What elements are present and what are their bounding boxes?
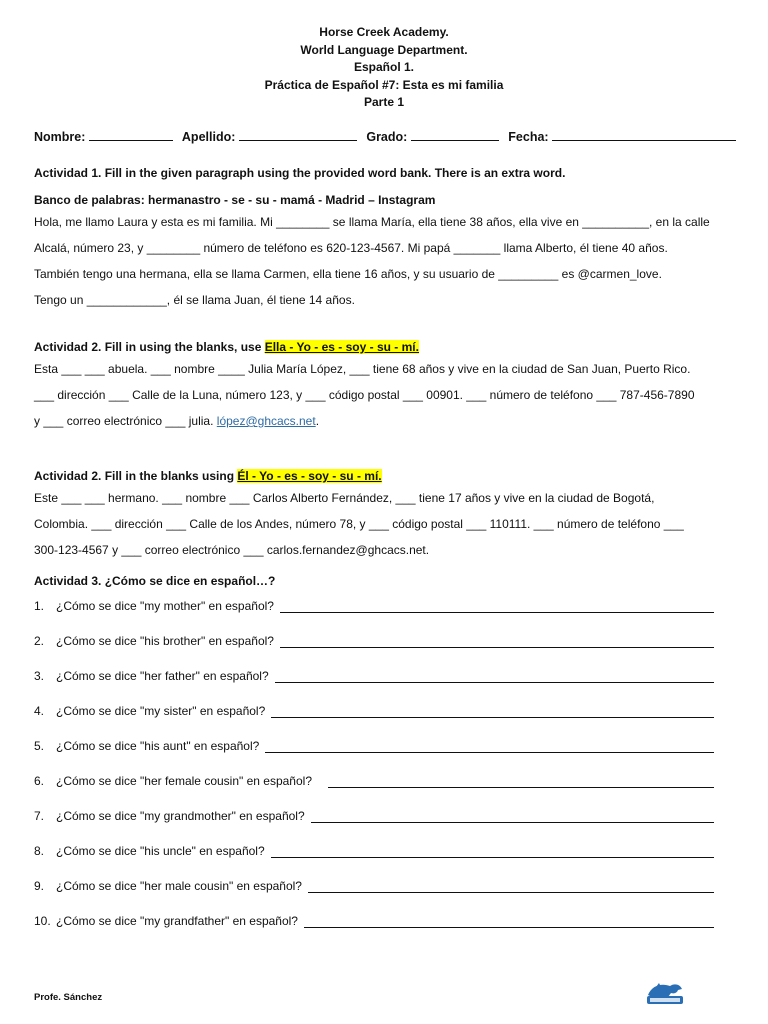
question-number: 10.: [34, 914, 51, 928]
question-text: ¿Cómo se dice "his brother" en español?: [56, 634, 274, 648]
grado-blank[interactable]: [411, 128, 499, 141]
activity-2-el-title: [34, 467, 734, 485]
question-item: [34, 739, 714, 753]
activity-2-el-line: 300-123-4567 y ___ correo electrónico ___ carlos.fernandez@ghcacs.net.: [34, 543, 430, 557]
activity-2-el-line: Este ___ ___ hermano. ___ nombre ___ Carlos Alberto Fernández, ___ tiene 17 años y vive en la ciudad de Bogotá,: [34, 491, 655, 505]
activity-1: [34, 164, 734, 313]
question-number: 9.: [34, 879, 45, 893]
stallions-horse-logo-icon: [644, 981, 686, 1007]
grado-label: Grado:: [366, 130, 408, 144]
activity-2-ella-word-list: Ella - Yo - es - soy - su - mí.: [264, 340, 419, 354]
question-text: ¿Cómo se dice "my sister" en español?: [56, 704, 266, 718]
answer-blank[interactable]: [304, 915, 714, 928]
department-name: World Language Department.: [300, 42, 468, 57]
answer-blank[interactable]: [271, 845, 714, 858]
activity-2-ella-line: Esta ___ ___ abuela. ___ nombre ____ Julia María López, ___ tiene 68 años y vive en la ciudad de San Juan, Puerto Rico.: [34, 362, 691, 376]
activity-1-title: Actividad 1. Fill in the given paragraph using the provided word bank. There is an extra word.: [34, 166, 566, 180]
word-bank: Banco de palabras: hermanastro - se - su - mamá - Madrid – Instagram: [34, 193, 436, 207]
activity-1-line: También tengo una hermana, ella se llama Carmen, ella tiene 16 años, y su usuario de _________ es @carmen_love.: [34, 267, 662, 281]
activity-2-ella-line: ___ dirección ___ Calle de la Luna, número 123, y ___ código postal ___ 00901. ___ número de teléfono ___ 787-456-7890: [34, 388, 695, 402]
activity-2-el-word-list: Él - Yo - es - soy - su - mí.: [237, 469, 382, 483]
answer-blank[interactable]: [265, 740, 714, 753]
question-item: [34, 634, 714, 648]
worksheet-header: [0, 24, 768, 112]
question-number: 4.: [34, 704, 45, 718]
question-number: 1.: [34, 599, 45, 613]
question-item: [34, 879, 714, 893]
activity-2-ella: [34, 338, 734, 434]
school-name: Horse Creek Academy.: [319, 25, 449, 39]
activity-2-ella-line: [34, 408, 734, 434]
question-text: ¿Cómo se dice "her male cousin" en español?: [56, 879, 302, 893]
question-text: ¿Cómo se dice "his uncle" en español?: [56, 844, 265, 858]
activity-2-ella-line-end: .: [315, 414, 320, 428]
question-item: [34, 704, 714, 718]
answer-blank[interactable]: [275, 670, 714, 683]
answer-blank[interactable]: [271, 705, 714, 718]
activity-2-el-title-text: Actividad 2. Fill in the blanks using: [34, 469, 238, 483]
apellido-label: Apellido:: [181, 130, 236, 144]
question-text: ¿Cómo se dice "my grandmother" en español?: [56, 809, 305, 823]
email-link[interactable]: lópez@ghcacs.net: [216, 414, 316, 428]
question-item: [34, 669, 714, 683]
activity-2-ella-title: [34, 338, 734, 356]
answer-blank[interactable]: [280, 600, 714, 613]
practice-title: Práctica de Español #7: Esta es mi familia: [264, 77, 504, 92]
activity-1-line: Alcalá, número 23, y ________ número de teléfono es 620-123-4567. Mi papá _______ llama Alberto, él tiene 40 años.: [34, 241, 668, 255]
course-name: Español 1.: [353, 60, 415, 74]
answer-blank[interactable]: [328, 775, 714, 788]
answer-blank[interactable]: [280, 635, 714, 648]
question-item: [34, 774, 714, 788]
question-number: 8.: [34, 844, 45, 858]
part-label: Parte 1: [363, 95, 405, 109]
answer-blank[interactable]: [311, 810, 714, 823]
question-item: [34, 599, 714, 613]
question-text: ¿Cómo se dice "her female cousin" en español?: [56, 774, 312, 788]
fecha-label: Fecha:: [508, 130, 549, 144]
question-item: [34, 914, 714, 928]
activity-2-el: [34, 467, 734, 563]
question-number: 3.: [34, 669, 45, 683]
question-text: ¿Cómo se dice "his aunt" en español?: [56, 739, 260, 753]
activity-2-ella-line-text: y ___ correo electrónico ___ julia.: [34, 414, 217, 428]
answer-blank[interactable]: [308, 880, 714, 893]
question-text: ¿Cómo se dice "my mother" en español?: [56, 599, 274, 613]
teacher-name: Profe. Sánchez: [34, 992, 103, 1003]
activity-1-line: Tengo un ____________, él se llama Juan, él tiene 14 años.: [34, 293, 355, 307]
activity-3-title: Actividad 3. ¿Cómo se dice en español…?: [34, 574, 276, 588]
nombre-blank[interactable]: [89, 128, 173, 141]
question-number: 7.: [34, 809, 45, 823]
fecha-blank[interactable]: [552, 128, 736, 141]
question-text: ¿Cómo se dice "my grandfather" en español?: [56, 914, 298, 928]
question-number: 5.: [34, 739, 45, 753]
nombre-label: Nombre:: [34, 130, 86, 144]
question-item: [34, 844, 714, 858]
question-item: [34, 809, 714, 823]
question-text: ¿Cómo se dice "her father" en español?: [56, 669, 269, 683]
apellido-blank[interactable]: [239, 128, 357, 141]
question-number: 2.: [34, 634, 45, 648]
activity-1-line: Hola, me llamo Laura y esta es mi familia. Mi ________ se llama María, ella tiene 38 años, ella vive en __________, en la calle: [34, 215, 710, 229]
activity-2-ella-title-text: Actividad 2. Fill in using the blanks, use: [34, 340, 265, 354]
student-info-row: [34, 128, 742, 144]
question-number: 6.: [34, 774, 45, 788]
activity-2-el-line: Colombia. ___ dirección ___ Calle de los Andes, número 78, y ___ código postal ___ 110111. ___ número de teléfono ___: [34, 517, 684, 531]
activity-3-title-block: [34, 572, 734, 590]
